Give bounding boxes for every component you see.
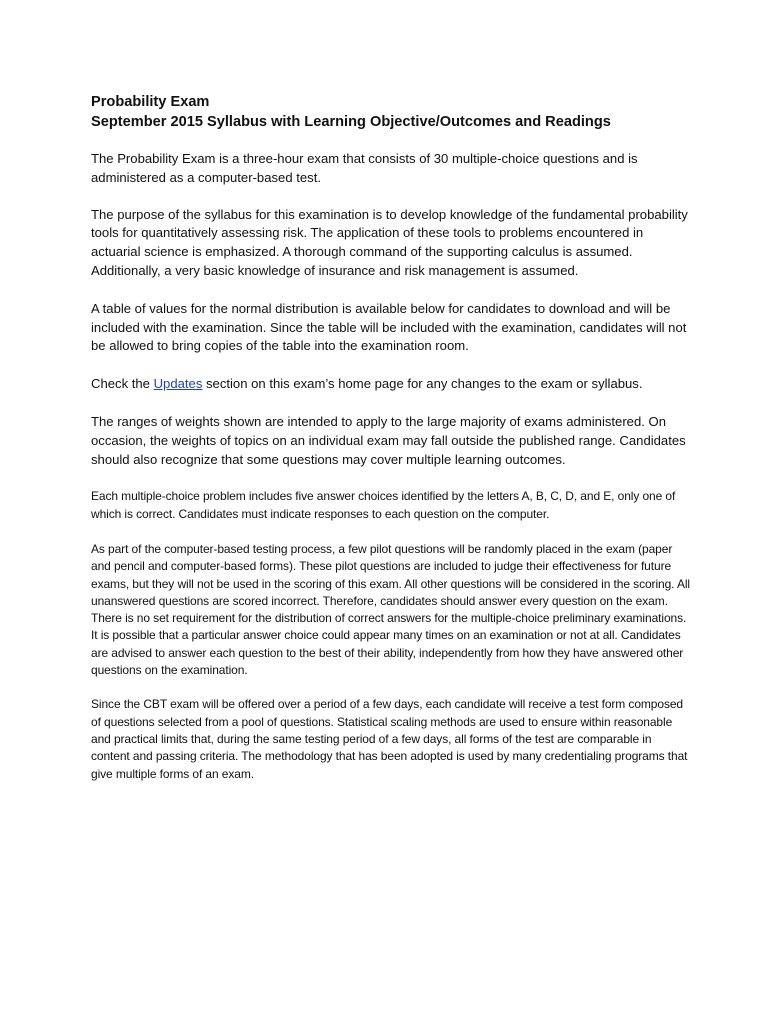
paragraph-normal-table: A table of values for the normal distribution is available below for candidates to download and will be included with the examination. Since the table will be included with the examination, candidates will not be allowed to bring copies of the table into the examination room.: [91, 300, 687, 354]
paragraph-answer-choices: Each multiple-choice problem includes five answer choices identified by the letters A, B, C, D, and E, only one of which is correct. Candidates must indicate responses to each question on the computer.: [91, 489, 676, 521]
document-subtitle: September 2015 Syllabus with Learning Objective/Outcomes and Readings: [91, 114, 611, 130]
updates-link[interactable]: Updates: [153, 376, 203, 392]
document-title: Probability Exam: [91, 94, 210, 110]
document-page: [91, 92, 691, 783]
updates-prefix: Check the: [91, 376, 154, 392]
paragraph-updates: [91, 375, 691, 394]
paragraph-syllabus-purpose: The purpose of the syllabus for this examination is to develop knowledge of the fundamental probability tools for quantitatively assessing risk. The application of these tools to problems encountered in actuarial science is emphasized. A thorough command of the supporting calculus is assumed. Additionally, a very basic knowledge of insurance and risk management is assumed.: [91, 206, 688, 278]
updates-suffix: section on this exam’s home page for any changes to the exam or syllabus.: [202, 376, 643, 392]
paragraph-pilot-questions: As part of the computer-based testing process, a few pilot questions will be randomly placed in the exam (paper and pencil and computer-based forms). These pilot questions are included to judge their effectiveness for future exams, but they will not be used in the scoring of this exam. All other questions will be considered in the scoring. All unanswered questions are scored incorrect. Therefore, candidates should answer every question on the exam. There is no set requirement for the distribution of correct answers for the multiple-choice preliminary examinations. It is possible that a particular answer choice could appear many times on an examination or not at all. Candidates are advised to answer each question to the best of their ability, independently from how they have answered other questions on the examination.: [91, 541, 690, 678]
paragraph-cbt-scaling: Since the CBT exam will be offered over a period of a few days, each candidate will receive a test form composed of questions selected from a pool of questions. Statistical scaling methods are used to ensure within reasonable and practical limits that, during the same testing period of a few days, all forms of the test are comparable in content and passing criteria. The methodology that has been adopted is used by many credentialing programs that give multiple forms of an exam.: [91, 697, 688, 781]
paragraph-exam-overview: The Probability Exam is a three-hour exam that consists of 30 multiple-choice questions and is administered as a computer-based test.: [91, 151, 638, 185]
paragraph-weights: The ranges of weights shown are intended to apply to the large majority of exams administered. On occasion, the weights of topics on an individual exam may fall outside the published range. Candidates should also recognize that some questions may cover multiple learning outcomes.: [91, 413, 686, 467]
